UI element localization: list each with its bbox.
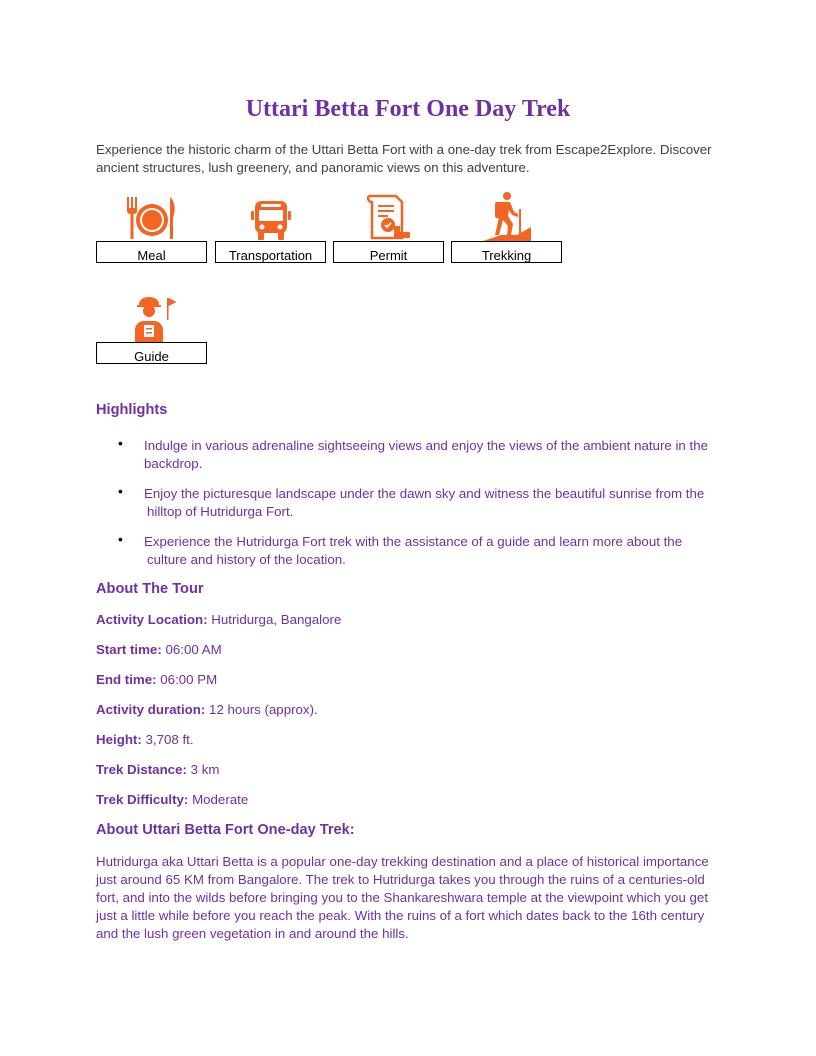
amenity-transportation: [215, 191, 326, 263]
meal-icon: [124, 195, 180, 241]
detail-trek-difficulty: Trek Difficulty: Moderate: [96, 792, 249, 807]
bullet-icon: •: [118, 435, 123, 451]
amenity-label: Trekking: [451, 241, 562, 263]
about-tour-heading: About The Tour: [96, 581, 204, 597]
amenity-meal: [96, 191, 207, 263]
hiker-icon: [483, 191, 531, 241]
guide-icon: [127, 296, 177, 342]
detail-end-time: End time: 06:00 PM: [96, 672, 218, 687]
about-trek-heading: About Uttari Betta Fort One-day Trek:: [96, 822, 355, 838]
detail-start-time: Start time: 06:00 AM: [96, 642, 222, 657]
amenity-permit: [333, 191, 444, 263]
amenity-label: Transportation: [215, 241, 326, 263]
amenity-trekking: [451, 191, 562, 263]
detail-activity-duration: Activity duration: 12 hours (approx).: [96, 702, 318, 717]
detail-height: Height: 3,708 ft.: [96, 732, 194, 747]
amenity-label: Meal: [96, 241, 207, 263]
bullet-icon: •: [118, 483, 123, 499]
amenity-guide: [96, 292, 207, 364]
bus-icon: [251, 199, 291, 241]
permit-icon: [364, 193, 414, 241]
highlights-heading: Highlights: [96, 402, 168, 418]
about-trek-paragraph: Hutridurga aka Uttari Betta is a popular one-day trekking destination and a place of historical importance just around 65 KM from Bangalore. The trek to Hutridurga takes you through the ruins of a centuries-old fort, and into the wilds before bringing you to the Shankareshwara temple at the viewpoint which you get just a little while before you reach the peak. With the ruins of a fort which dates back to the 16th century and the lush green vegetation in and around the hills.: [96, 854, 709, 941]
page-title: Uttari Betta Fort One Day Trek: [245, 96, 571, 122]
intro-paragraph: Experience the historic charm of the Uttari Betta Fort with a one-day trek from Escape2Explore. Discover ancient structures, lush greenery, and panoramic views on this adventure.: [96, 142, 712, 175]
detail-trek-distance: Trek Distance: 3 km: [96, 762, 220, 777]
amenity-label: Guide: [96, 342, 207, 364]
detail-activity-location: Activity Location: Hutridurga, Bangalore: [96, 612, 342, 627]
amenity-label: Permit: [333, 241, 444, 263]
bullet-icon: •: [118, 531, 123, 547]
